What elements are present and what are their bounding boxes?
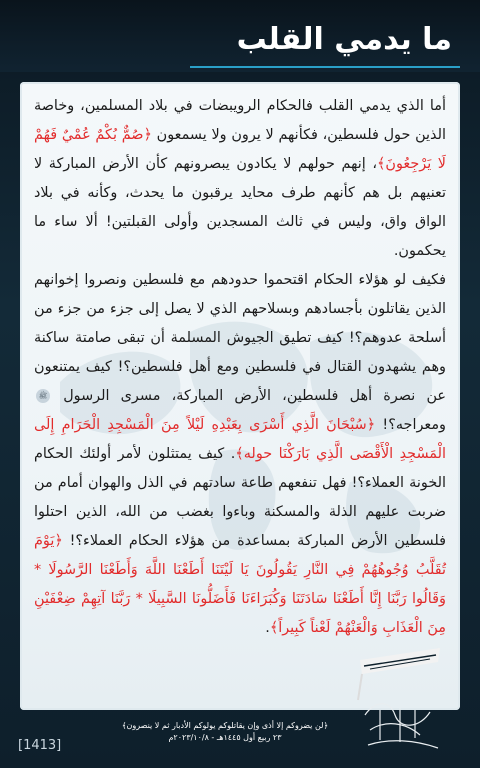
title-underline bbox=[190, 66, 460, 68]
footer-verse: ﴿لن يضروكم إلا أذى وإن يقاتلوكم يولوكم الأدبار ثم لا ينصرون﴾ bbox=[121, 721, 329, 730]
paragraph-2-end: . bbox=[265, 620, 270, 636]
paragraph-1-part-b: ، إنهم حولهم لا يكادون يبصرونهم كأن الأرض المباركة لا تعنيهم بل هم كأنهم طرف محايد يرقبون ما يحدث، وكأنه في بلاد الواق واق، وليس في ثالث المسجدين وأولى القبلتين! ألا ساء ما يحكمون. bbox=[34, 156, 446, 259]
header-bar bbox=[0, 0, 480, 72]
quran-verse: ﴿يَوْمَ تُقَلَّبُ وُجُوهُهُمْ فِي النَّارِ يَقُولُونَ يَا لَيْتَنَا أَطَعْنَا اللَّهَ وَأَطَعْنَا الرَّسُولَا * وَقَالُوا رَبَّنَا إِنَّا أَطَعْنَا سَادَتَنَا وَكُبَرَاءَنَا فَأَضَلُّونَا السَّبِيلَا * رَبَّنَا آتِهِمْ ضِعْفَيْنِ مِنَ الْعَذَابِ وَالْعَنْهُمْ لَعْناً كَبِيراً﴾ bbox=[34, 533, 446, 636]
article-card bbox=[20, 82, 460, 710]
paragraph-2 bbox=[34, 266, 446, 643]
page-number: [1413] bbox=[18, 738, 62, 753]
paragraph-1 bbox=[34, 92, 446, 266]
page-title: ما يدمي القلب bbox=[236, 22, 452, 57]
paragraph-2-part-c: . كيف يمتثلون لأمر أولئك الحكام الخونة العملاء؟! فهل تنفعهم طاعة سادتهم في الذل والهوان أمام من ضربت عليهم الذلة والمسكنة وباءوا بغضب من الله، الذين احتلوا فلسطين الأرض المباركة بمساعدة من هؤلاء الحكام العملاء؟! bbox=[34, 446, 446, 549]
quran-verse: ﴿صُمٌّ بُكْمٌ عُمْيٌ فَهُمْ لَا يَرْجِعُونَ﴾ bbox=[34, 127, 446, 172]
footer-date: ٢٣ ربيع أول ١٤٤٥هـ - ٢٠٢٣/١٠/٨م bbox=[168, 733, 282, 742]
salutation-icon: ﷺ bbox=[36, 389, 50, 403]
footer-quote bbox=[100, 720, 350, 744]
paragraph-2-part-b: ومعراجه؟! bbox=[375, 417, 446, 433]
paragraph-2-part-a: فكيف لو هؤلاء الحكام اقتحموا حدودهم مع فلسطين ونصروا إخوانهم الذين يقاتلون بأجسادهم وبسلاحهم الذي لا يصل إلى جزء من جزء من أسلحة عدوهم؟! كيف تطيق الجيوش المسلمة أن تبقى صامتة ساكنة وهم يشهدون القتال في فلسطين ومع أهل فلسطين؟! كيف يمتنعون عن نصرة أهل فلسطين، الأرض المباركة، مسرى الرسول bbox=[34, 272, 446, 404]
paragraph-1-part-a: أما الذي يدمي القلب فالحكام الرويبضات في بلاد المسلمين، وخاصة الذين حول فلسطين، فكأنهم لا يرون ولا يسمعون bbox=[34, 98, 446, 143]
article-body bbox=[34, 92, 446, 643]
calligraphy-logo-icon bbox=[350, 640, 450, 755]
quran-verse: ﴿سُبْحَانَ الَّذِي أَسْرَى بِعَبْدِهِ لَيْلاً مِنَ الْمَسْجِدِ الْحَرَامِ إِلَى الْمَسْجِدِ الْأَقْصَى الَّذِي بَارَكْنَا حوله﴾ bbox=[34, 417, 447, 462]
